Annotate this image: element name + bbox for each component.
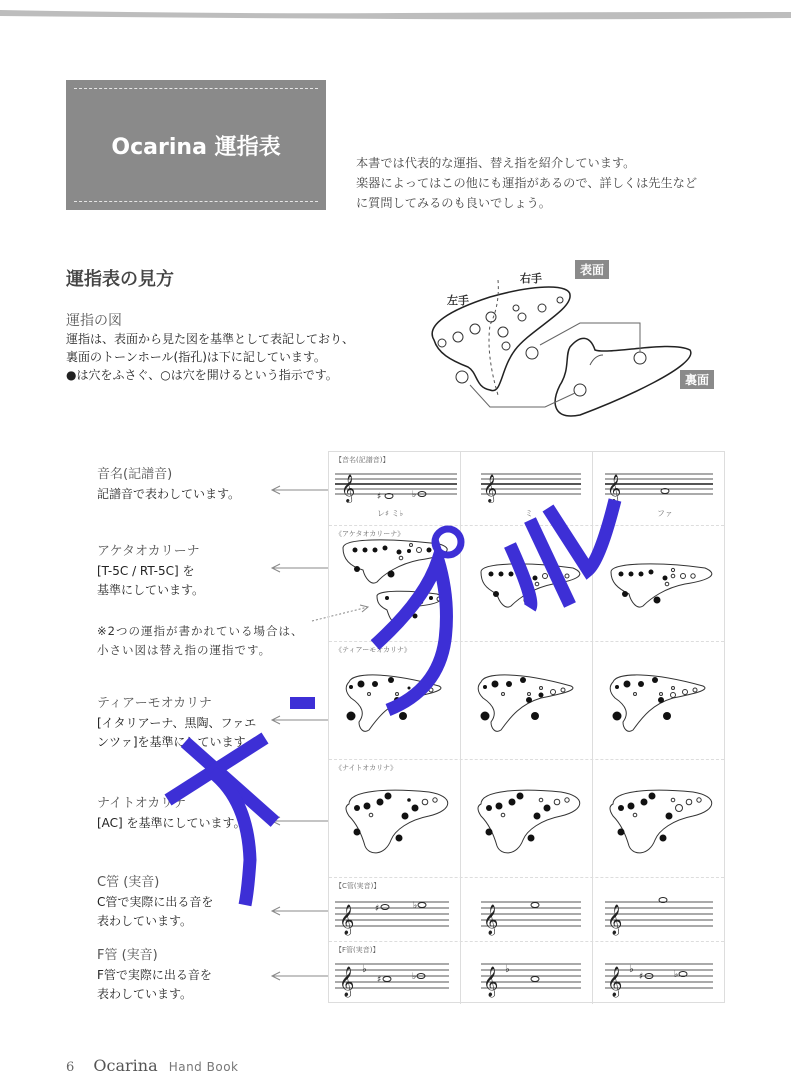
table-cell xyxy=(329,942,461,1004)
section-heading: 運指表の見方 xyxy=(66,269,174,290)
ocarina-fingering xyxy=(461,760,593,878)
note-name: ファ xyxy=(657,509,673,518)
table-row-note-names xyxy=(329,452,724,526)
legend-heading: ナイトオカリナ xyxy=(97,796,187,811)
ocarina-fingering xyxy=(329,526,461,642)
svg-text:𝄞: 𝄞 xyxy=(483,474,498,502)
ocarina-fingering xyxy=(593,526,725,642)
svg-text:♯: ♯ xyxy=(639,972,644,982)
right-hand-label: 右手 xyxy=(520,272,542,285)
legend-heading: C管 (実音) xyxy=(97,875,160,890)
footer-brand: Ocarina xyxy=(93,1056,158,1075)
note-name: ミ xyxy=(525,509,533,518)
table-row-night xyxy=(329,760,724,878)
row-label: 【F管(実音)】 xyxy=(335,946,380,954)
legend-body: 記譜音で表わしています。 xyxy=(97,487,241,501)
svg-text:𝄞: 𝄞 xyxy=(339,905,355,935)
note-name: レ♯ ミ♭ xyxy=(377,509,404,518)
table-cell xyxy=(593,642,725,759)
staff-notes xyxy=(329,942,461,1004)
staff-notes xyxy=(593,878,725,942)
svg-text:♭: ♭ xyxy=(412,972,417,982)
legend-body: ンツァ]を基準にしています xyxy=(97,735,246,749)
table-cell xyxy=(461,760,593,877)
svg-text:♭: ♭ xyxy=(412,490,417,500)
svg-text:𝄞: 𝄞 xyxy=(483,905,499,935)
staff-notes xyxy=(329,878,461,942)
row-label: 《ナイトオカリナ》 xyxy=(335,764,397,772)
table-cell xyxy=(461,526,593,641)
svg-text:♭: ♭ xyxy=(505,964,510,975)
table-row-aketa xyxy=(329,526,724,642)
legend-body: F管で実際に出る音を xyxy=(97,968,212,982)
svg-text:♯: ♯ xyxy=(375,904,380,914)
fingering-table xyxy=(328,451,725,1003)
left-hand-label: 左手 xyxy=(447,294,469,307)
staff-notes xyxy=(461,942,593,1004)
table-cell xyxy=(593,452,725,525)
svg-text:𝄞: 𝄞 xyxy=(607,474,622,502)
legend-heading: F管 (実音) xyxy=(97,948,158,963)
ocarina-fingering xyxy=(461,526,593,642)
table-cell xyxy=(461,942,593,1004)
svg-text:♭: ♭ xyxy=(413,901,418,911)
page-footer xyxy=(66,1056,238,1075)
legend-body: 基準にしています。 xyxy=(97,583,205,597)
legend-body: C管で実際に出る音を xyxy=(97,895,214,909)
table-cell xyxy=(593,942,725,1004)
svg-text:𝄞: 𝄞 xyxy=(339,967,355,997)
table-cell xyxy=(461,642,593,759)
table-cell xyxy=(593,760,725,877)
guide-line: ●は穴をふさぐ、○は穴を開けるという指示です。 xyxy=(66,368,338,382)
table-cell xyxy=(461,878,593,941)
svg-text:♭: ♭ xyxy=(674,970,679,980)
table-cell xyxy=(593,878,725,941)
table-row-c-tube xyxy=(329,878,724,942)
table-cell xyxy=(461,452,593,525)
guide-line: 裏面のトーンホール(指孔)は下に記しています。 xyxy=(66,350,326,364)
legend-heading: 音名(記譜音) xyxy=(97,467,173,482)
row-label: 【C管(実音)】 xyxy=(335,882,381,890)
legend-body: [AC] を基準にしています。 xyxy=(97,816,246,830)
ocarina-fingering xyxy=(329,760,461,878)
table-cell xyxy=(329,878,461,941)
ocarina-fingering xyxy=(461,642,593,760)
ocarina-fingering xyxy=(329,642,461,760)
staff-notes xyxy=(593,942,725,1004)
row-label: 《アケタオカリーナ》 xyxy=(335,530,405,538)
table-row-tiamo xyxy=(329,642,724,760)
staff-notes xyxy=(461,878,593,942)
legend-body: [T-5C / RT-5C] を xyxy=(97,564,195,578)
table-cell xyxy=(593,526,725,641)
svg-text:♭: ♭ xyxy=(629,964,634,975)
legend-body: 表わしています。 xyxy=(97,914,193,928)
svg-text:𝄞: 𝄞 xyxy=(483,967,499,997)
table-cell xyxy=(329,642,461,759)
intro-line: に質問してみるのも良いでしょう。 xyxy=(356,196,551,210)
svg-text:𝄞: 𝄞 xyxy=(341,474,356,502)
back-face-tag: 裏面 xyxy=(680,370,714,389)
svg-text:♭: ♭ xyxy=(362,964,367,975)
legend-note: ※2つの運指が書かれている場合は、 xyxy=(97,624,304,638)
ocarina-fingering xyxy=(593,760,725,878)
svg-text:𝄞: 𝄞 xyxy=(607,967,623,997)
table-row-f-tube xyxy=(329,942,724,1004)
row-label: 【音名(記譜音)】 xyxy=(335,456,390,464)
intro-line: 楽器によってはこの他にも運指があるので、詳しくは先生など xyxy=(356,176,698,190)
intro-line: 本書では代表的な運指、替え指を紹介しています。 xyxy=(356,156,636,170)
row-label: 《ティアーモオカリナ》 xyxy=(335,646,411,654)
svg-text:♯: ♯ xyxy=(377,975,382,985)
legend-body: 表わしています。 xyxy=(97,987,193,1001)
legend-heading: ティアーモオカリナ xyxy=(97,696,212,711)
svg-text:𝄞: 𝄞 xyxy=(607,905,623,935)
legend-heading: アケタオカリーナ xyxy=(97,544,200,559)
legend-body: [イタリアーナ、黒陶、ファエ xyxy=(97,716,257,730)
svg-text:♯: ♯ xyxy=(377,492,382,502)
page-title: Ocarina 運指表 xyxy=(111,135,281,160)
table-cell xyxy=(329,452,461,525)
ocarina-fingering xyxy=(593,642,725,760)
footer-subtitle: Hand Book xyxy=(168,1060,239,1074)
legend-note: 小さい図は替え指の運指です。 xyxy=(97,643,272,657)
table-cell xyxy=(329,760,461,877)
guide-line: 運指は、表面から見た図を基準として表記しており、 xyxy=(66,332,355,346)
front-face-tag: 表面 xyxy=(575,260,609,279)
table-cell xyxy=(329,526,461,641)
subheading: 運指の図 xyxy=(66,313,122,329)
page-number: 6 xyxy=(66,1060,75,1075)
